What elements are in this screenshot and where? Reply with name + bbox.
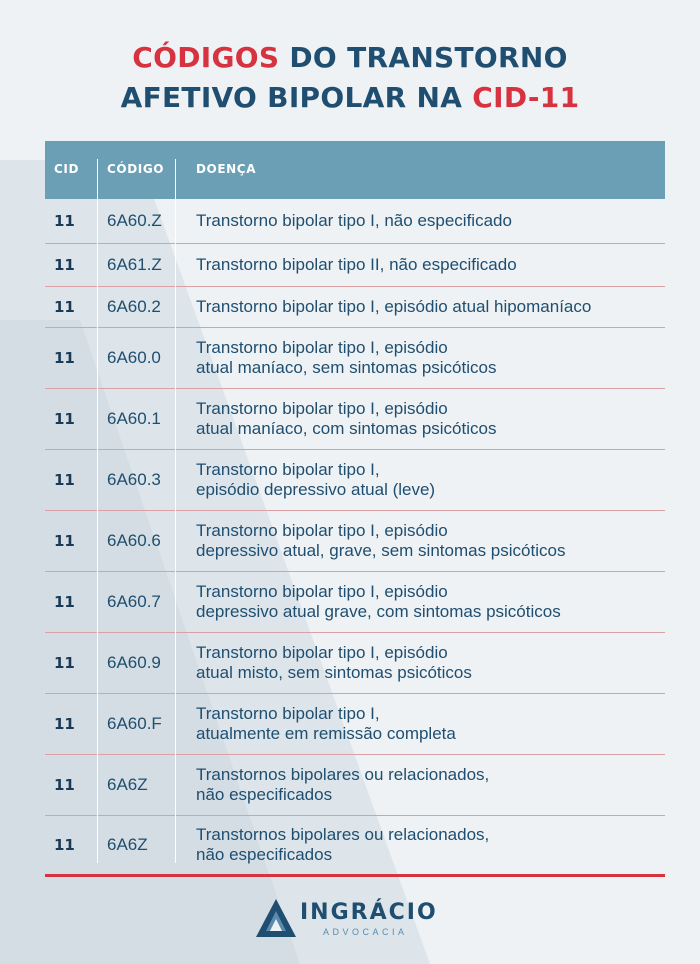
doenca-line-1: Transtorno bipolar tipo I, episódio [196, 643, 448, 662]
doenca-cell [196, 633, 675, 693]
cid-cell: 11 [54, 471, 75, 489]
codigo-cell: 6A60.0 [107, 348, 161, 367]
column-separator [97, 159, 98, 863]
cid-cell: 11 [54, 593, 75, 611]
doenca-cell [196, 287, 675, 327]
doenca-line-2: atual maníaco, sem sintomas psicóticos [196, 358, 497, 377]
table-row [45, 328, 665, 389]
codigo-cell: 6A61.Z [107, 255, 162, 274]
doenca-cell [196, 694, 675, 754]
doenca-line-2: não especificados [196, 785, 333, 804]
doenca-cell [196, 816, 675, 874]
doenca-line-1: Transtorno bipolar tipo I, [196, 704, 380, 723]
codigo-cell: 6A60.6 [107, 531, 161, 550]
codigo-cell: 6A60.3 [107, 470, 161, 489]
table-row [45, 287, 665, 328]
doenca-cell [196, 755, 675, 815]
table-row [45, 511, 665, 572]
cid-table [45, 141, 665, 877]
codigo-cell: 6A60.9 [107, 653, 161, 672]
doenca-cell [196, 511, 675, 571]
codigo-cell: 6A60.Z [107, 211, 162, 230]
doenca-line-2: atualmente em remissão completa [196, 724, 456, 743]
doenca-cell [196, 199, 675, 243]
doenca-line-2: depressivo atual grave, com sintomas psicóticos [196, 602, 561, 621]
doenca-line-2: depressivo atual, grave, sem sintomas psicóticos [196, 541, 566, 560]
cid-cell: 11 [54, 256, 75, 274]
page-title: CÓDIGOS DO TRANSTORNO AFETIVO BIPOLAR NA CID-11 [120, 41, 580, 114]
codigo-cell: 6A6Z [107, 775, 148, 794]
logo-name: INGRÁCIO [300, 900, 438, 925]
table-body [45, 199, 665, 877]
doenca-cell [196, 244, 675, 286]
table-row [45, 199, 665, 244]
column-separator [175, 159, 176, 863]
doenca-line-2: atual misto, sem sintomas psicóticos [196, 663, 472, 682]
doenca-cell [196, 328, 675, 388]
doenca-line-1: Transtorno bipolar tipo I, [196, 460, 380, 479]
table-row [45, 389, 665, 450]
doenca-line-1: Transtorno bipolar tipo I, episódio [196, 521, 448, 540]
codigo-cell: 6A60.1 [107, 409, 161, 428]
logo-triangle-icon [256, 899, 296, 937]
header-doenca: DOENÇA [196, 162, 257, 176]
doenca-line-1: Transtorno bipolar tipo I, episódio [196, 338, 448, 357]
doenca-line-1: Transtorno bipolar tipo I, episódio [196, 582, 448, 601]
cid-cell: 11 [54, 349, 75, 367]
ingracio-logo [256, 897, 456, 941]
table-row [45, 244, 665, 287]
codigo-cell: 6A60.2 [107, 297, 161, 316]
table-row [45, 816, 665, 877]
cid-cell: 11 [54, 654, 75, 672]
doenca-line-1: Transtorno bipolar tipo I, episódio atual hipomaníaco [196, 297, 592, 316]
doenca-line-1: Transtorno bipolar tipo I, não especificado [196, 211, 512, 230]
doenca-cell [196, 389, 675, 449]
codigo-cell: 6A60.F [107, 714, 162, 733]
cid-cell: 11 [54, 836, 75, 854]
doenca-line-2: episódio depressivo atual (leve) [196, 480, 436, 499]
cid-cell: 11 [54, 298, 75, 316]
header-codigo: CÓDIGO [107, 162, 165, 176]
doenca-line-1: Transtornos bipolares ou relacionados, [196, 765, 490, 784]
table-row [45, 572, 665, 633]
doenca-line-1: Transtorno bipolar tipo II, não especificado [196, 255, 517, 274]
doenca-line-2: não especificados [196, 845, 333, 864]
codigo-cell: 6A60.7 [107, 592, 161, 611]
table-row [45, 755, 665, 816]
doenca-cell [196, 450, 675, 510]
cid-cell: 11 [54, 532, 75, 550]
doenca-line-1: Transtorno bipolar tipo I, episódio [196, 399, 448, 418]
doenca-cell [196, 572, 675, 632]
table-row [45, 694, 665, 755]
cid-cell: 11 [54, 410, 75, 428]
table-row [45, 633, 665, 694]
cid-cell: 11 [54, 715, 75, 733]
doenca-line-1: Transtornos bipolares ou relacionados, [196, 825, 490, 844]
doenca-line-2: atual maníaco, com sintomas psicóticos [196, 419, 497, 438]
header-cid: CID [54, 162, 80, 176]
cid-cell: 11 [54, 212, 75, 230]
logo-subtitle: ADVOCACIA [323, 927, 408, 937]
cid-cell: 11 [54, 776, 75, 794]
table-header [45, 141, 665, 199]
codigo-cell: 6A6Z [107, 835, 148, 854]
table-row [45, 450, 665, 511]
